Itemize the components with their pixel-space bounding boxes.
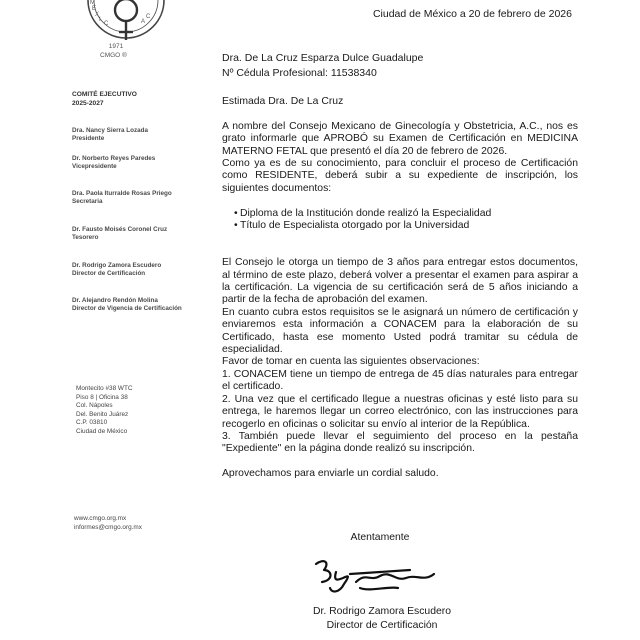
member-role: Tesorero	[72, 234, 99, 241]
seal-letter: I	[99, 17, 101, 23]
signer-name: Dr. Rodrigo Zamora Escudero	[312, 606, 452, 617]
email-link[interactable]: informes@cmgo.org.mx	[74, 523, 142, 531]
seal-letter: X	[95, 12, 100, 18]
member-name: Dra. Nancy Sierra Lozada	[72, 127, 148, 134]
member-name: Dra. Paola Iturralde Rosas Priego	[72, 190, 172, 197]
handwritten-signature	[300, 552, 460, 598]
website-link[interactable]: www.cmgo.org.mx	[74, 515, 127, 522]
signer-title: Director de Certificación	[326, 620, 438, 631]
paragraph-deadline: El Consejo le otorga un tiempo de 3 años para entregar estos documentos, al término de este plazo, deberá volver a presentar el examen para aspirar a la certificación. La vigencia de su certificación será de 5 años iniciando a partir de la fecha de aprobación del examen.	[222, 257, 578, 306]
address-line: Ciudad de México	[76, 427, 128, 435]
committee-member	[72, 155, 155, 171]
recipient-cedula: Nº Cédula Profesional: 11538340	[222, 67, 377, 79]
letter-date: Ciudad de México a 20 de febrero de 2026	[372, 8, 572, 20]
closing-word: Atentamente	[350, 532, 410, 543]
committee-member	[72, 127, 148, 143]
address-line: Col. Nápoles	[76, 402, 113, 410]
paragraph-requirements: Como ya es de su conocimiento, para concluir el proceso de Certificación como RESIDENTE, deberá subir a su expediente de inscripción, los siguientes documentos:	[222, 158, 578, 194]
office-address	[76, 385, 132, 437]
cmgo-logo	[78, 0, 174, 70]
signature-image	[300, 552, 460, 598]
member-role: Presidente	[72, 135, 105, 142]
logo-org: CMGO ®	[100, 52, 127, 59]
member-role: Secretaria	[72, 198, 103, 205]
committee-member	[72, 226, 167, 242]
recipient-name: Dra. De La Cruz Esparza Dulce Guadalupe	[222, 52, 424, 64]
seal-letter: M	[90, 0, 95, 6]
member-name: Dr. Norberto Reyes Paredes	[72, 155, 156, 162]
paragraph-observations-intro: Favor de tomar en cuenta las siguientes observaciones:	[222, 356, 480, 368]
address-line: C.P. 03810	[76, 419, 108, 427]
seal-letter: E	[92, 6, 97, 12]
seal-letter: C	[104, 21, 109, 27]
address-line: Montecito #38 WTC	[76, 385, 133, 392]
member-role: Director de Certificación	[72, 270, 146, 277]
paragraph-approval: A nombre del Consejo Mexicano de Ginecología y Obstetricia, A.C., nos es grato informarle que APROBÓ su Examen de Certificación en MEDICINA MATERNO FETAL que presentó el día 20 de febrero de 2026.	[222, 120, 578, 157]
address-line: Del. Benito Juárez	[76, 410, 129, 418]
logo-year: 1971	[108, 43, 124, 50]
member-name: Dr. Rodrigo Zamora Escudero	[72, 262, 162, 269]
committee-member	[72, 297, 182, 313]
committee-member	[72, 190, 172, 206]
observation-item: 1. CONACEM tiene un tiempo de entrega de 45 días naturales para entregar el certificado.	[222, 368, 578, 393]
member-name: Dr. Alejandro Rendón Molina	[72, 297, 158, 304]
paragraph-conacem: En cuanto cubra estos requisitos se le asignará un número de certificación y enviaremos esta información a CONACEM para la elaboración de su Certificado, hasta ese momento Usted podrá tramitar su cédula de especialidad.	[222, 306, 578, 356]
contact-info	[74, 515, 142, 532]
address-line: Piso 8 | Oficina 38	[76, 393, 128, 401]
member-role: Vicepresidente	[72, 163, 117, 170]
observation-item: 3. También puede llevar el seguimiento del proceso en la pestaña "Expediente" en la página donde realizó su inscripción.	[222, 430, 578, 455]
seal-letter: A	[141, 19, 146, 25]
greeting: Estimada Dra. De La Cruz	[222, 96, 344, 107]
closing-paragraph: Aprovechamos para enviarle un cordial saludo.	[222, 468, 439, 480]
seal-letter: C	[146, 14, 151, 20]
documents-list	[222, 208, 578, 233]
committee-member	[72, 262, 161, 278]
list-item: • Título de Especialista otorgado por la Universidad	[240, 220, 578, 232]
list-item: • Diploma de la Institución donde realizó la Especialidad	[240, 208, 578, 220]
committee-heading	[72, 90, 137, 108]
observation-item: 2. Una vez que el certificado llegue a nuestras oficinas y esté listo para su entrega, le haremos llegar un correo electrónico, con las instrucciones para recogerlo en oficinas o solicitar su envío al interior de la República.	[222, 393, 578, 430]
member-role: Director de Vigencia de Certificación	[72, 305, 182, 312]
letter-body	[222, 96, 578, 481]
committee-years: 2025-2027	[72, 100, 104, 107]
member-name: Dr. Fausto Moisés Coronel Cruz	[72, 226, 168, 233]
committee-title: COMITÉ EJECUTIVO	[72, 91, 137, 98]
